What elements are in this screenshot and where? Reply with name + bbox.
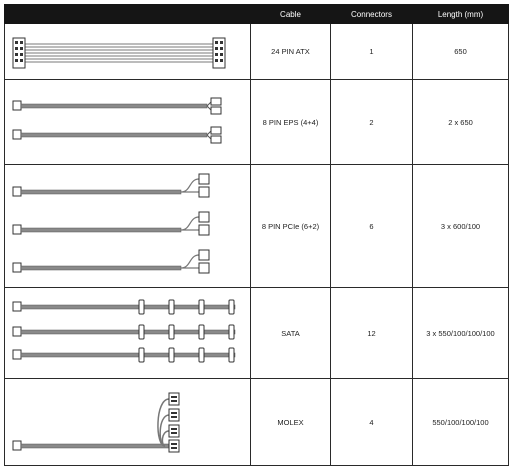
cable-name-cell: MOLEX xyxy=(251,379,331,466)
length-cell: 3 x 600/100 xyxy=(413,165,509,288)
table-row xyxy=(5,80,509,165)
cable-spec-table xyxy=(4,4,508,460)
molex-cable-icon xyxy=(5,379,251,465)
image-column-header xyxy=(5,5,251,24)
length-cell: 650 xyxy=(413,24,509,80)
connectors-cell: 4 xyxy=(331,379,413,466)
sata-cable-icon xyxy=(5,288,251,378)
length-cell: 2 x 650 xyxy=(413,80,509,165)
cable-name-cell: 8 PIN EPS (4+4) xyxy=(251,80,331,165)
length-column-header: Length (mm) xyxy=(413,5,509,24)
cable-image-cell xyxy=(5,165,251,288)
pcie-8pin-cable-icon xyxy=(5,165,251,287)
table-row xyxy=(5,288,509,379)
connectors-cell: 12 xyxy=(331,288,413,379)
cable-name-cell: 8 PIN PCIe (6+2) xyxy=(251,165,331,288)
length-cell: 3 x 550/100/100/100 xyxy=(413,288,509,379)
length-cell: 550/100/100/100 xyxy=(413,379,509,466)
cable-column-header: Cable xyxy=(251,5,331,24)
table-header-row xyxy=(5,5,509,24)
connectors-column-header: Connectors xyxy=(331,5,413,24)
eps-8pin-cable-icon xyxy=(5,80,251,164)
atx-24pin-cable-icon xyxy=(5,24,251,79)
cable-image-cell xyxy=(5,80,251,165)
table-row xyxy=(5,379,509,466)
cable-image-cell xyxy=(5,379,251,466)
connectors-cell: 2 xyxy=(331,80,413,165)
cable-name-cell: 24 PIN ATX xyxy=(251,24,331,80)
table-row xyxy=(5,24,509,80)
table-row xyxy=(5,165,509,288)
connectors-cell: 6 xyxy=(331,165,413,288)
cable-image-cell xyxy=(5,24,251,80)
connectors-cell: 1 xyxy=(331,24,413,80)
cable-image-cell xyxy=(5,288,251,379)
cable-name-cell: SATA xyxy=(251,288,331,379)
